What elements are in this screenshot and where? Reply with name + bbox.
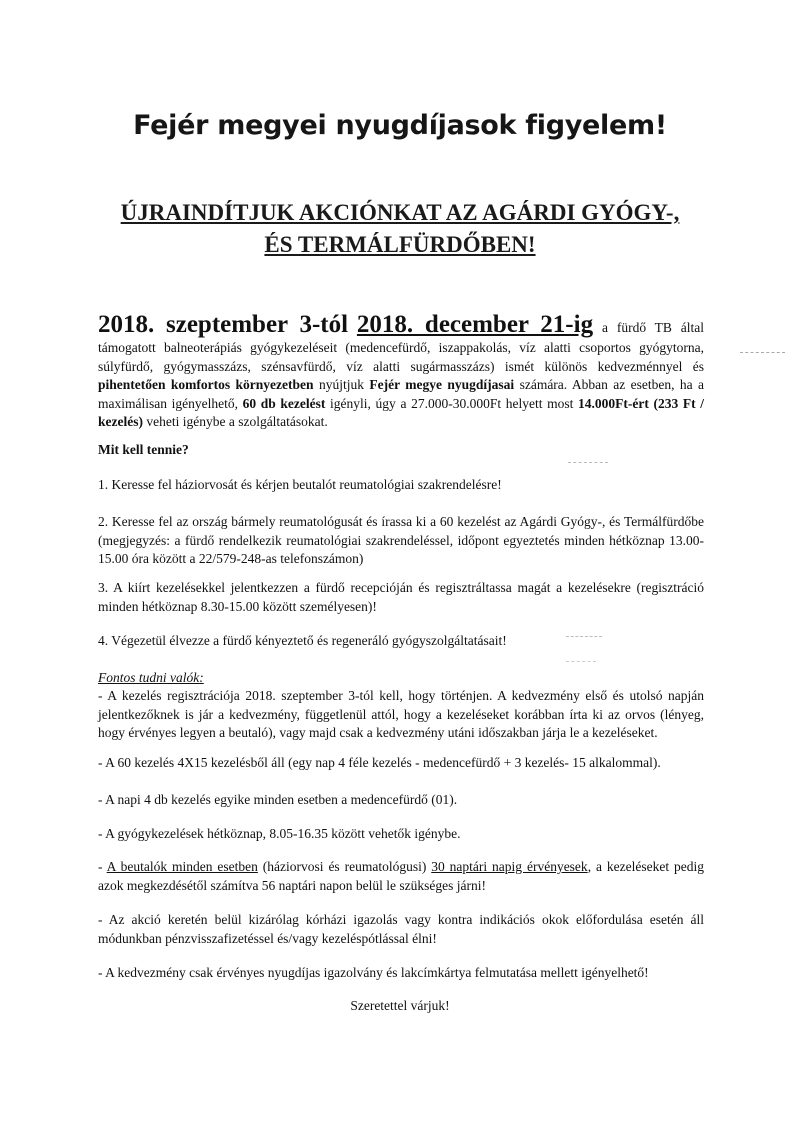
intro-text-4: igényli, úgy a 27.000-30.000Ft helyett most	[330, 395, 574, 411]
note5-underline-2: 30 naptári napig érvényesek	[431, 859, 588, 874]
scan-mark	[740, 352, 785, 354]
intro-text-3: számára. Abban az esetben, ha a maximálisan igényelhető,	[98, 377, 705, 411]
note-hours: - A gyógykezelések hétköznap, 8.05-16.35 között vehetők igénybe.	[98, 826, 461, 841]
date-from: 2018. szeptember 3-tól	[98, 311, 349, 338]
intro-text-5: veheti igénybe a szolgáltatásokat.	[146, 414, 328, 429]
subtitle-line-1: ÚJRAINDÍTJUK AKCIÓNKAT AZ AGÁRDI GYÓGY-,	[120, 200, 680, 225]
steps-heading: Mit kell tennie?	[98, 442, 189, 457]
date-to: 2018. december 21-ig	[356, 311, 594, 338]
note-eligibility: - A kedvezmény csak érvényes nyugdíjas igazolvány és lakcímkártya felmutatása mellett igényelhető!	[98, 965, 649, 980]
scan-mark	[566, 636, 602, 638]
note5-underline-1: A beutalók minden esetben	[106, 859, 258, 874]
note-daily-treatments: - A napi 4 db kezelés egyike minden esetben a medencefürdő (01).	[98, 792, 458, 807]
note-registration: - A kezelés regisztrációja 2018. szeptember 3-tól kell, hogy történjen. A kedvezmény első és utolsó napján jelentkezőknek is jár a kedvezmény, függetlenül attól, hogy a kezeléseket korábban írta ki az orvos (lényeg, hogy érvényes legyen a beutaló), vagy majd csak a kedvezmény utáni időszakban járja le a kezeléseket.	[98, 688, 704, 740]
note5-prefix: -	[98, 859, 103, 874]
intro-text-2: nyújtjuk	[318, 377, 364, 392]
scan-mark	[568, 462, 608, 464]
note5-middle: (háziorvosi és reumatológusi)	[262, 859, 427, 874]
note5-suffix: , a kezeléseket pedig azok megkezdésétől számítva 56 naptári napon belül le szükséges járni!	[98, 859, 704, 893]
step-1: 1. Keresse fel háziorvosát és kérjen beutalót reumatológiai szakrendelésre!	[98, 477, 502, 492]
note-treatment-count: - A 60 kezelés 4X15 kezelésből áll (egy nap 4 féle kezelés - medencefürdő + 3 kezelés- 15 alkalommal).	[98, 755, 661, 770]
step-2: 2. Keresse fel az ország bármely reumatológusát és írassa ki a 60 kezelést az Agárdi Gyógy-, és Termálfürdőbe (megjegyzés: a fürdő rendelkezik reumatológiai szakrendeléssel, időpont egyeztetés minden hétköznap 13.00-15.00 óra között a 22/579-248-as telefonszámon)	[98, 514, 704, 566]
step-3: 3. A kiírt kezelésekkel jelentkezzen a fürdő recepcióján és regisztráltassa magát a kezelésekre (regisztráció minden hétköznap 8.30-15.00 között személyesen)!	[98, 580, 704, 614]
note-refund: - Az akció keretén belül kizárólag kórházi igazolás vagy kontra indikációs okok előfordulása esetén áll módunkban pénzvisszafizetéssel és/vagy kezeléspótlással élni!	[98, 912, 704, 946]
subtitle-line-2: ÉS TERMÁLFÜRDŐBEN!	[264, 232, 536, 257]
page-title: Fejér megyei nyugdíjasok figyelem!	[133, 110, 667, 141]
campaign-subtitle	[0, 197, 800, 261]
scan-mark	[566, 661, 596, 663]
intro-bold-2: Fejér megye nyugdíjasai	[369, 377, 515, 392]
intro-text-1: a fürdő TB által támogatott balneoterápiás gyógykezeléseit (medencefürdő, iszappakolás, víz alatti csoportos gyógytorna, súlyfürdő, gyógymasszázs, szénsavfürdő, víz alatti sugármasszázs) ismét különös kedvezménnyel és	[98, 320, 705, 374]
notes-heading: Fontos tudni valók:	[98, 670, 204, 685]
intro-bold-1: pihentetően komfortos környezetben	[98, 377, 314, 392]
intro-paragraph	[98, 311, 704, 432]
intro-bold-3: 60 db kezelést	[242, 395, 326, 411]
note-referral-validity	[98, 858, 704, 895]
closing-line: Szeretettel várjuk!	[350, 998, 450, 1013]
step-4: 4. Végezetül élvezze a fürdő kényeztető és regeneráló gyógyszolgáltatásait!	[98, 633, 507, 648]
intro-bold-4: 14.000Ft-ért (233 Ft / kezelés)	[98, 395, 704, 429]
